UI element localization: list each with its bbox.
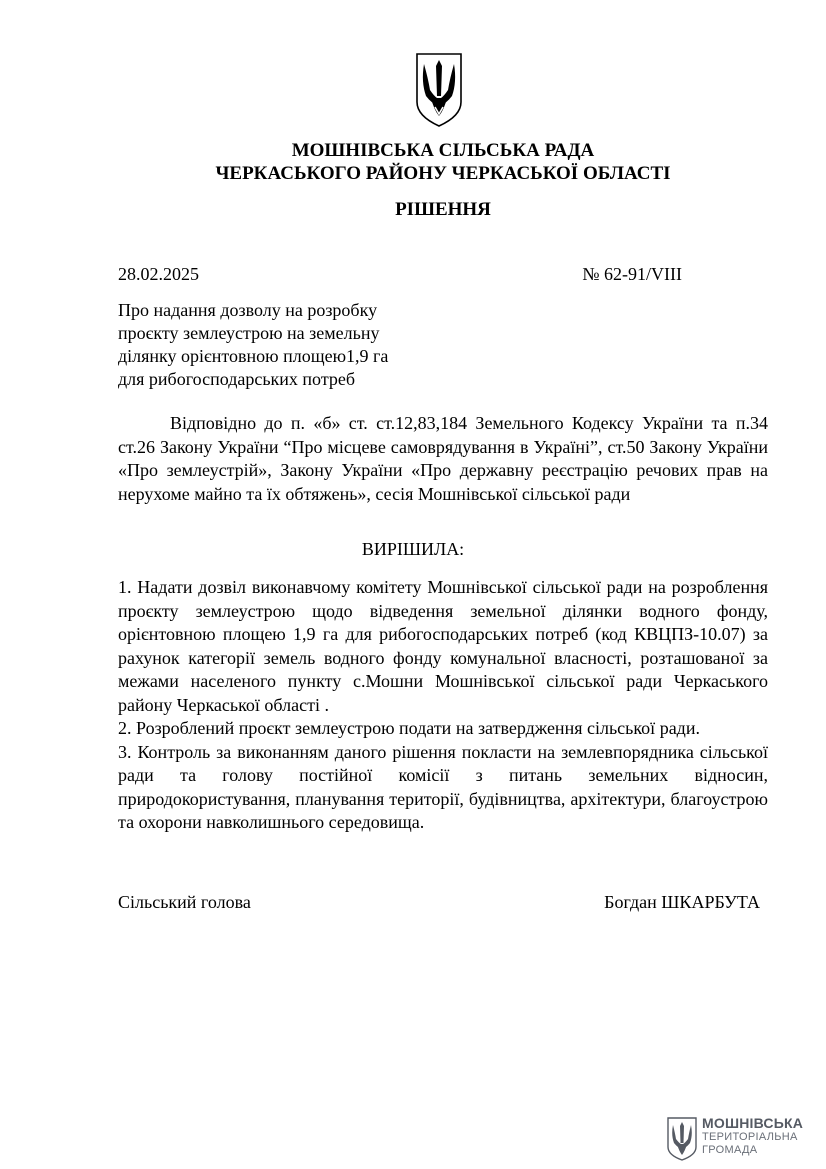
district-name: ЧЕРКАСЬКОГО РАЙОНУ ЧЕРКАСЬКОЇ ОБЛАСТІ [215,163,671,184]
community-logo [666,1115,816,1163]
signatory-name: Богдан ШКАРБУТА [604,892,760,912]
signatory-title: Сільський голова [118,892,251,912]
logo-subtitle: ТЕРИТОРІАЛЬНА [702,1131,798,1143]
resolution-item: 3. Контроль за виконанням даного рішення покласти на землевпорядника сільської ради та голову постійної комісії з питань земельних відносин, природокористування, планування території, будівництва, архітектури, благоустрою та охорони навколишнього середовища. [118,741,768,832]
trident-coat-of-arms-icon [666,1117,698,1161]
logo-title: МОШНІВСЬКА [702,1115,804,1131]
resolution-items [118,576,768,835]
resolution-item: 1. Надати дозвіл виконавчому комітету Мошнівської сільської ради на розроблення проєкту землеустрою щодо відведення земельної ділянки водного фонду, орієнтовною площею 1,9 га для рибогосподарських потреб (код КВЦПЗ-10.07) за рахунок категорії земель водного фонду комунальної власності, розташованої за межами населеного пункту с.Мошни Мошнівської сільської ради Черкаського району Черкаської області . [118,577,768,715]
trident-coat-of-arms-icon [414,52,464,128]
subject-line: ділянку орієнтовною площею1,9 га [118,346,389,366]
document-subject [118,299,438,391]
subject-line: Про надання дозволу на розробку [118,300,378,320]
subject-line: для рибогосподарських потреб [118,369,356,389]
resolution-item: 2. Розроблений проєкт землеустрою подати на затвердження сільської ради. [118,718,700,738]
logo-subtitle: ГРОМАДА [702,1144,758,1156]
subject-line: проєкту землеустрою на земельну [118,323,380,343]
document-number: № 62-91/VIII [582,264,682,284]
document-type-title: РІШЕННЯ [395,199,491,220]
council-name: МОШНІВСЬКА СІЛЬСЬКА РАДА [291,140,595,161]
preamble-paragraph: Відповідно до п. «б» ст. ст.12,83,184 Земельного Кодексу України та п.34 ст.26 Закону України “Про місцеве самоврядування в Україні”, ст.50 Закону України «Про землеустрій», Закону України «Про державну реєстрацію речових прав на нерухоме майно та їх обтяжень», сесія Мошнівської сільської ради [118,413,768,504]
resolution-heading: ВИРІШИЛА: [361,539,465,559]
document-date: 28.02.2025 [118,264,199,284]
